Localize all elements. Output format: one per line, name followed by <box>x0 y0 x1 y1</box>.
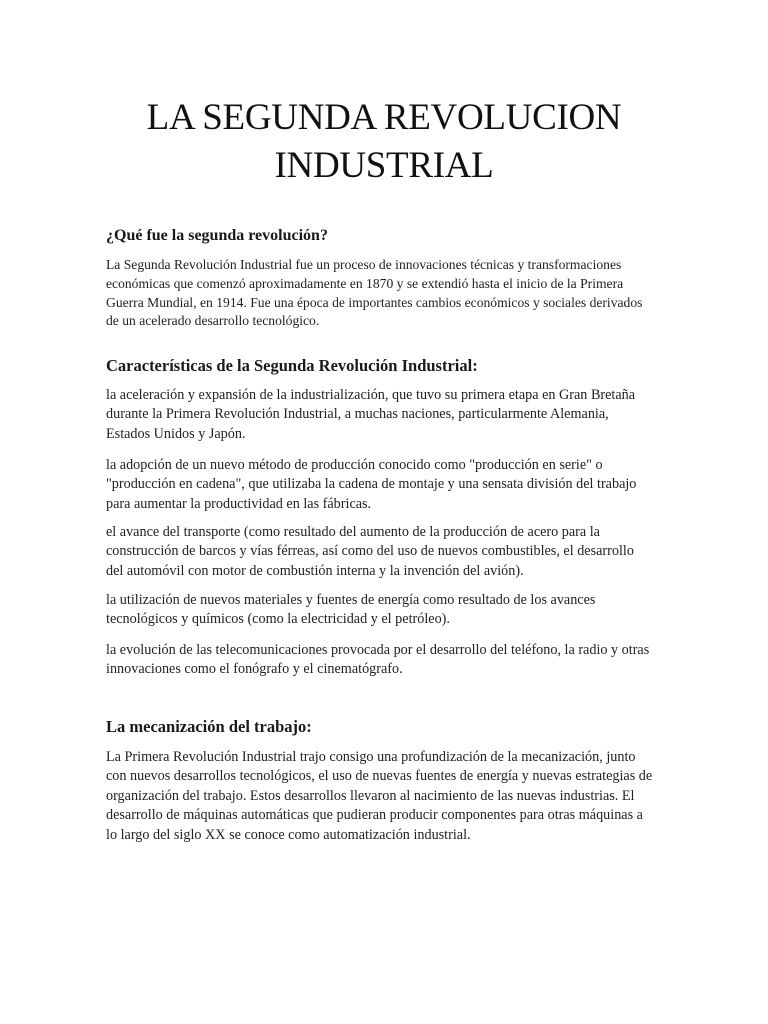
section-paragraph-mecanizacion: La Primera Revolución Industrial trajo consigo una profundización de la mecanización, junto con nuevos desarrollos tecnológicos, el uso de nuevas fuentes de energía y nuevas estrategias de organización del trabajo. Estos desarrollos llevaron al nacimiento de las nuevas industrias. El desarrollo de máquinas automáticas que pudieran producir componentes para otras máquinas a lo largo del siglo XX se conoce como automatización industrial. <box>106 749 653 843</box>
section-heading-mecanizacion: La mecanización del trabajo: <box>106 717 312 736</box>
characteristic-item: la evolución de las telecomunicaciones provocada por el desarrollo del teléfono, la radio y otras innovaciones como el fonógrafo y el cinematógrafo. <box>106 642 650 678</box>
characteristic-item: la utilización de nuevos materiales y fuentes de energía como resultado de los avances tecnológicos y químicos (como la electricidad y el petróleo). <box>106 592 596 628</box>
section-heading-que-fue: ¿Qué fue la segunda revolución? <box>106 227 328 244</box>
document-title: LA SEGUNDA REVOLUCION INDUSTRIAL <box>146 97 622 186</box>
characteristic-item: el avance del transporte (como resultado del aumento de la producción de acero para la construcción de barcos y vías férreas, así como del uso de nuevos combustibles, el desarrollo del automóvil con motor de combustión interna y la invención del avión). <box>106 524 634 579</box>
section-paragraph-que-fue: La Segunda Revolución Industrial fue un proceso de innovaciones técnicas y transformaciones económicas que comenzó aproximadamente en 1870 y se extendió hasta el inicio de la Primera Guerra Mundial, en 1914. Fue una época de importantes cambios económicos y sociales derivados de un acelerado desarrollo tecnológico. <box>106 257 643 329</box>
section-heading-caracteristicas: Características de la Segunda Revolución Industrial: <box>106 356 478 375</box>
characteristic-item: la aceleración y expansión de la industrialización, que tuvo su primera etapa en Gran Bretaña durante la Primera Revolución Industrial, a muchas naciones, particularmente Alemania, Estados Unidos y Japón. <box>106 387 636 442</box>
characteristic-item: la adopción de un nuevo método de producción conocido como "producción en serie" o "producción en cadena", que utilizaba la cadena de montaje y una sensata división del trabajo para aumentar la productividad en las fábricas. <box>106 457 637 512</box>
